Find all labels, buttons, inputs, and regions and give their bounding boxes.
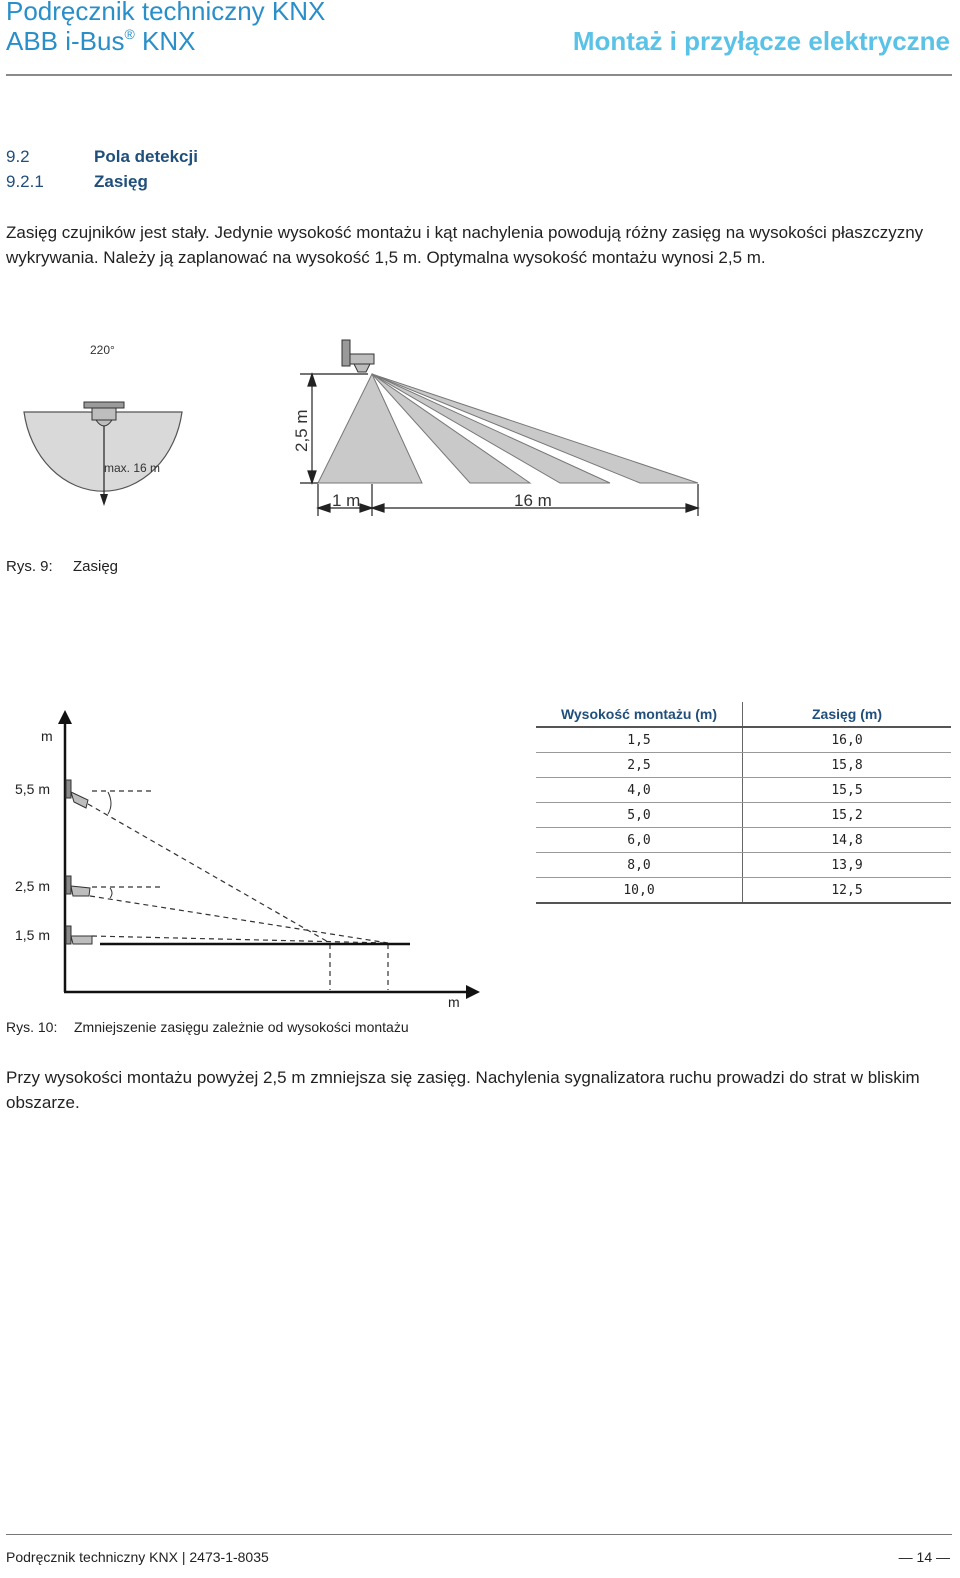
y-axis-arrow-icon — [58, 710, 72, 724]
x-axis-arrow-icon — [466, 985, 480, 999]
table-row — [536, 803, 951, 828]
figure10-caption: Rys. 10: Zmniejszenie zasięgu zależnie od wysokości montażu — [6, 1019, 409, 1035]
table-row — [536, 853, 951, 878]
table-cell: 6,0 — [536, 828, 743, 853]
table-cell: 8,0 — [536, 853, 743, 878]
angle-label: 220° — [90, 343, 115, 357]
table-row — [536, 727, 951, 753]
manual-title: Podręcznik techniczny KNX — [6, 0, 326, 26]
column-header-range: Zasięg (m) — [743, 702, 952, 727]
section-heading-9-2: 9.2 Pola detekcji — [6, 147, 198, 166]
header-divider — [6, 74, 952, 76]
table-cell: 4,0 — [536, 778, 743, 803]
sensor-icon-mid — [66, 876, 90, 896]
side-view-sensor-icon — [342, 340, 374, 372]
chapter-title: Montaż i przyłącze elektryczne — [572, 26, 950, 56]
figure-height-reduction-diagram — [0, 700, 500, 1020]
section-heading-9-2-1: 9.2.1 Zasięg — [6, 172, 148, 191]
y-axis-unit: m — [41, 728, 53, 744]
table-row — [536, 778, 951, 803]
column-header-height: Wysokość montażu (m) — [536, 702, 743, 727]
table-cell: 16,0 — [743, 727, 952, 753]
table-cell: 15,5 — [743, 778, 952, 803]
table-row — [536, 753, 951, 778]
detection-lines — [88, 791, 388, 990]
max-range-label: max. 16 m — [104, 461, 161, 475]
figure9-caption: Rys. 9: Zasięg — [6, 558, 119, 575]
range-table — [536, 702, 951, 904]
height-label: 2,5 m — [292, 409, 311, 452]
distance-dimension — [318, 484, 698, 516]
side-view-detection-beams — [318, 374, 698, 483]
near-distance-label: 1 m — [332, 491, 361, 510]
table-cell: 13,9 — [743, 853, 952, 878]
sensor-icon-low — [66, 926, 92, 944]
table-row — [536, 878, 951, 904]
table-cell: 15,8 — [743, 753, 952, 778]
height-label-1-5: 1,5 m — [15, 927, 51, 943]
table-cell: 5,0 — [536, 803, 743, 828]
product-title: ABB i-Bus® KNX — [6, 26, 196, 56]
footer-divider — [6, 1534, 952, 1535]
table-cell: 1,5 — [536, 727, 743, 753]
table-cell: 12,5 — [743, 878, 952, 904]
footer-document-id: Podręcznik techniczny KNX | 2473-1-8035 — [6, 1549, 269, 1565]
height-label-5-5: 5,5 m — [15, 781, 51, 797]
table-cell: 10,0 — [536, 878, 743, 904]
chart-axes — [64, 722, 468, 992]
closing-paragraph: Przy wysokości montażu powyżej 2,5 m zmniejsza się zasięg. Nachylenia sygnalizatora ruchu prowadzi do strat w bliskim obszarze. — [6, 1068, 920, 1112]
far-distance-label: 16 m — [514, 491, 552, 510]
table-header-row — [536, 702, 951, 727]
sensor-icon-high — [66, 780, 88, 808]
table-cell: 15,2 — [743, 803, 952, 828]
tilt-angle-mark-mid — [110, 888, 112, 898]
figure-range-diagram — [0, 330, 720, 530]
height-label-2-5: 2,5 m — [15, 878, 51, 894]
top-view-detection-area — [24, 402, 182, 506]
x-axis-unit: m — [448, 994, 460, 1010]
intro-paragraph: Zasięg czujników jest stały. Jedynie wysokość montażu i kąt nachylenia powodują różny zasięg na wysokości płaszczyzny wykrywania. Należy ją zaplanować na wysokość 1,5 m. Optymalna wysokość montażu wynosi 2,5 m. — [6, 223, 924, 267]
table-cell: 2,5 — [536, 753, 743, 778]
table-cell: 14,8 — [743, 828, 952, 853]
page-number: — 14 — — [898, 1549, 950, 1565]
tilt-angle-mark — [108, 792, 111, 814]
table-row — [536, 828, 951, 853]
